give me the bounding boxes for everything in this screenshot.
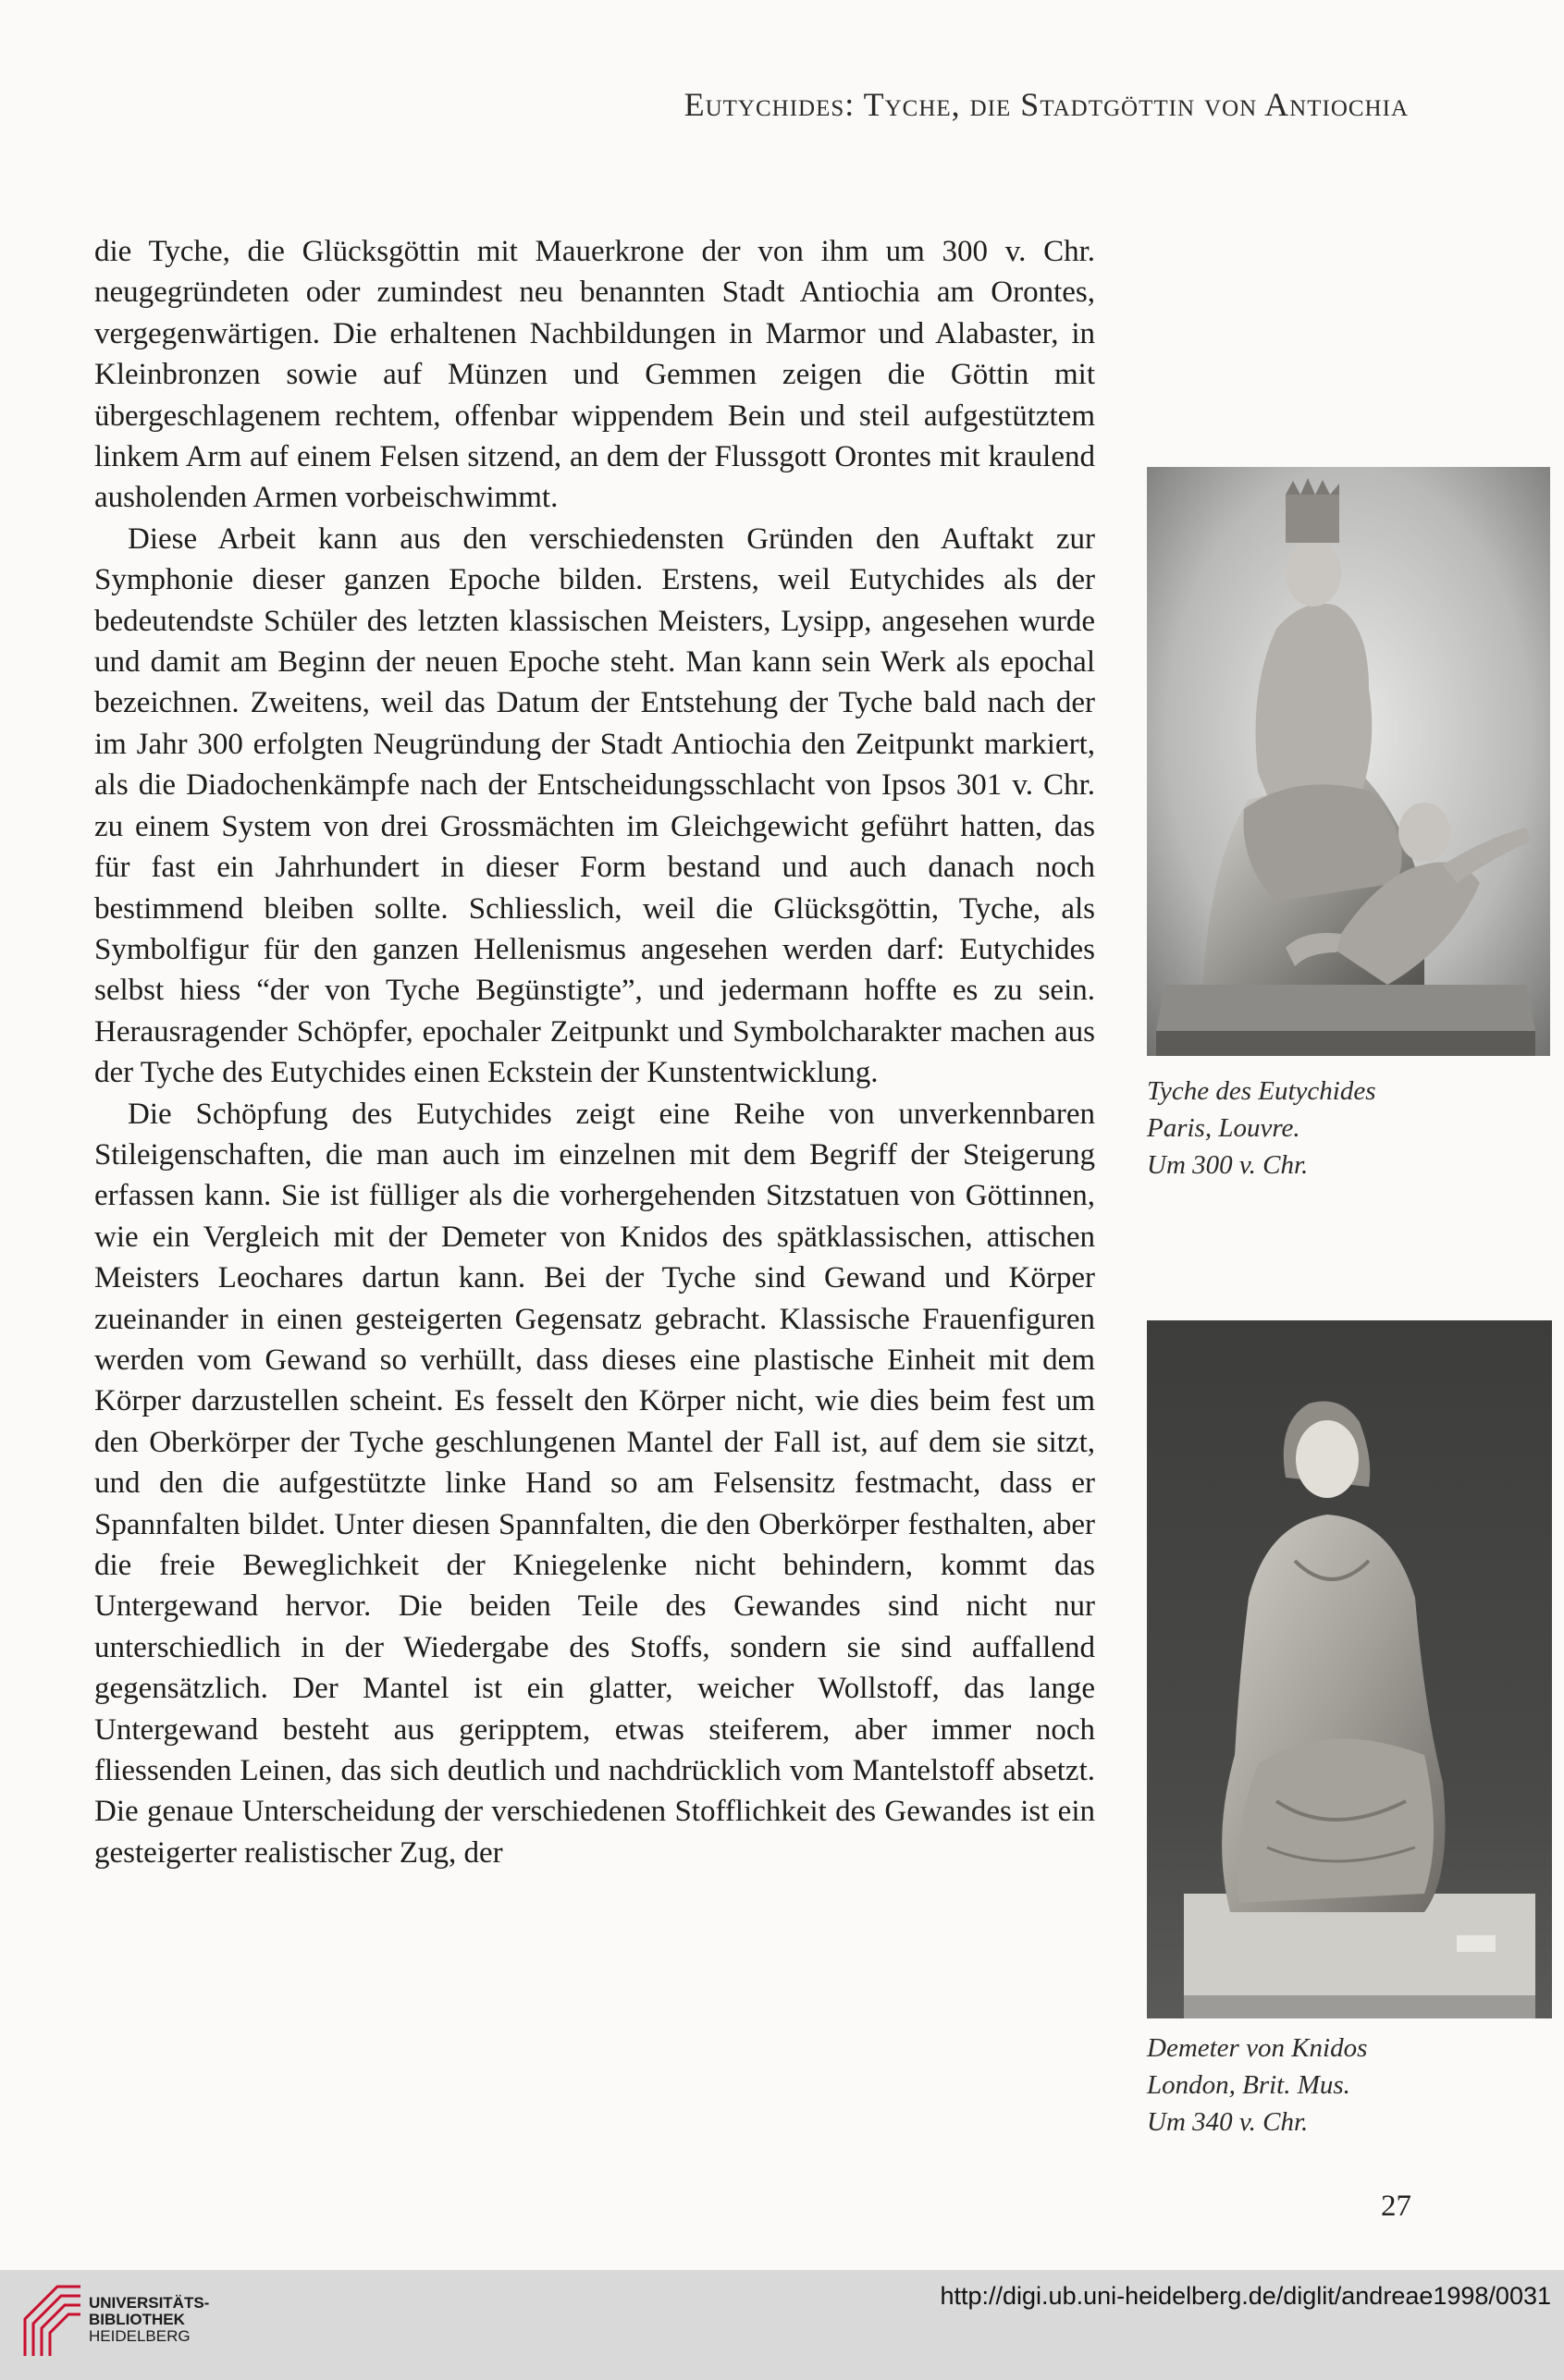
figure-tyche-photo — [1147, 467, 1550, 1056]
page-number: 27 — [1381, 2190, 1411, 2223]
paragraph-1: die Tyche, die Glücksgöttin mit Mauerkrone der von ihm um 300 v. Chr. neugegründeten oder zumindest neu benannten Stadt Antiochia am Orontes, vergegenwärtigen. Die erhaltenen Nachbildungen in Marmor und Alabaster, in Kleinbronzen sowie auf Münzen und Gemmen zeigen die Göttin mit übergeschlagenem rechtem, offenbar wippendem Bein und steil aufgestütztem linkem Arm auf einem Felsen sitzend, an dem der Flussgott Orontes mit kraulend ausholenden Armen vorbeischwimmt. — [94, 235, 1095, 515]
running-head: Eutychides: Tyche, die Stadtgöttin von Antiochia — [683, 86, 1409, 123]
caption-line: Um 340 v. Chr. — [1147, 2107, 1309, 2137]
caption-line: Paris, Louvre. — [1147, 1113, 1300, 1143]
library-name — [89, 2295, 209, 2345]
source-url-link[interactable]: http://digi.ub.uni-heidelberg.de/diglit/andreae1998/0031 — [940, 2282, 1551, 2310]
university-library-logo-icon — [20, 2282, 85, 2362]
paragraph-2: Diese Arbeit kann aus den verschiedensten Gründen den Auftakt zur Symphonie dieser ganzen Epoche bilden. Erstens, weil Eutychides als der bedeutendste Schüler des letzten klassischen Meisters, Lysipp, angesehen wurde und damit am Beginn der neuen Epoche steht. Man kann sein Werk als epochal bezeichnen. Zweitens, weil das Datum der Entstehung der Tyche bald nach der im Jahr 300 erfolgten Neugründung der Stadt Antiochia den Zeitpunkt markiert, als die Diadochenkämpfe nach der Entscheidungsschlacht von Ipsos 301 v. Chr. zu einem System von drei Grossmächten im Gleichgewicht geführt hatten, das für fast ein Jahrhundert in dieser Form bestand und auch danach noch bestimmend bleiben sollte. Schliesslich, weil die Glücksgöttin, Tyche, als Symbolfigur für den ganzen Hellenismus angesehen werden darf: Eutychides selbst hiess “der von Tyche Begünstigte”, und jedermann hoffte es zu sein. Herausragender Schöpfer, epochaler Zeitpunkt und Symbolcharakter machen aus der Tyche des Eutychides einen Eckstein der Kunstentwicklung. — [94, 521, 1095, 1090]
caption-tyche — [1147, 1073, 1375, 1184]
figure-demeter-photo — [1147, 1320, 1552, 2018]
caption-demeter — [1147, 2030, 1367, 2141]
library-name-line: HEIDELBERG — [89, 2327, 191, 2345]
caption-line: Um 300 v. Chr. — [1147, 1150, 1309, 1180]
caption-line: Tyche des Eutychides — [1147, 1076, 1376, 1106]
tyche-statue-image — [1147, 467, 1550, 1056]
library-name-line: BIBLIOTHEK — [89, 2311, 185, 2328]
library-name-line: UNIVERSITÄTS- — [89, 2294, 210, 2312]
paragraph-3: Die Schöpfung des Eutychides zeigt eine Reihe von unverkennbaren Stileigenschaften, die man auch im einzelnen mit dem Begriff der Steigerung erfassen kann. Sie ist fülliger als die vorhergehenden Sitzstatuen von Göttinnen, wie ein Vergleich mit der Demeter von Knidos des spätklassischen, attischen Meisters Leochares dartun kann. Bei der Tyche sind Gewand und Körper zueinander in einen gesteigerten Gegensatz gebracht. Klassische Frauenfiguren werden vom Gewand so verhüllt, dass dieses eine plastische Einheit mit dem Körper darzustellen scheint. Es fesselt den Körper nicht, wie dies beim fest um den Oberkörper der Tyche geschlungenen Mantel der Fall ist, auf dem sie sitzt, und den die aufgestützte linke Hand so am Felsensitz festmacht, dass er Spannfalten bildet. Unter diesen Spannfalten, die den Oberkörper festhalten, aber die freie Beweglichkeit der Kniegelenke nicht behindern, kommt das Untergewand hervor. Die beiden Teile des Gewandes sind nicht nur unterschiedlich in der Wiedergabe des Stoffs, sondern sie sind auffallend gegensätzlich. Der Mantel ist ein glatter, weicher Wollstoff, das lange Untergewand besteht aus geripptem, etwas steiferem, aber immer noch fliessenden Leinen, das sich deutlich und nachdrücklich vom Mantelstoff absetzt. Die genaue Unterscheidung der verschiedenen Stofflichkeit des Gewandes ist ein gesteigerter realistischer Zug, der — [94, 1097, 1095, 1870]
demeter-statue-image — [1147, 1320, 1552, 2018]
caption-line: London, Brit. Mus. — [1147, 2070, 1350, 2100]
body-text — [94, 231, 1095, 1873]
caption-line: Demeter von Knidos — [1147, 2033, 1368, 2063]
